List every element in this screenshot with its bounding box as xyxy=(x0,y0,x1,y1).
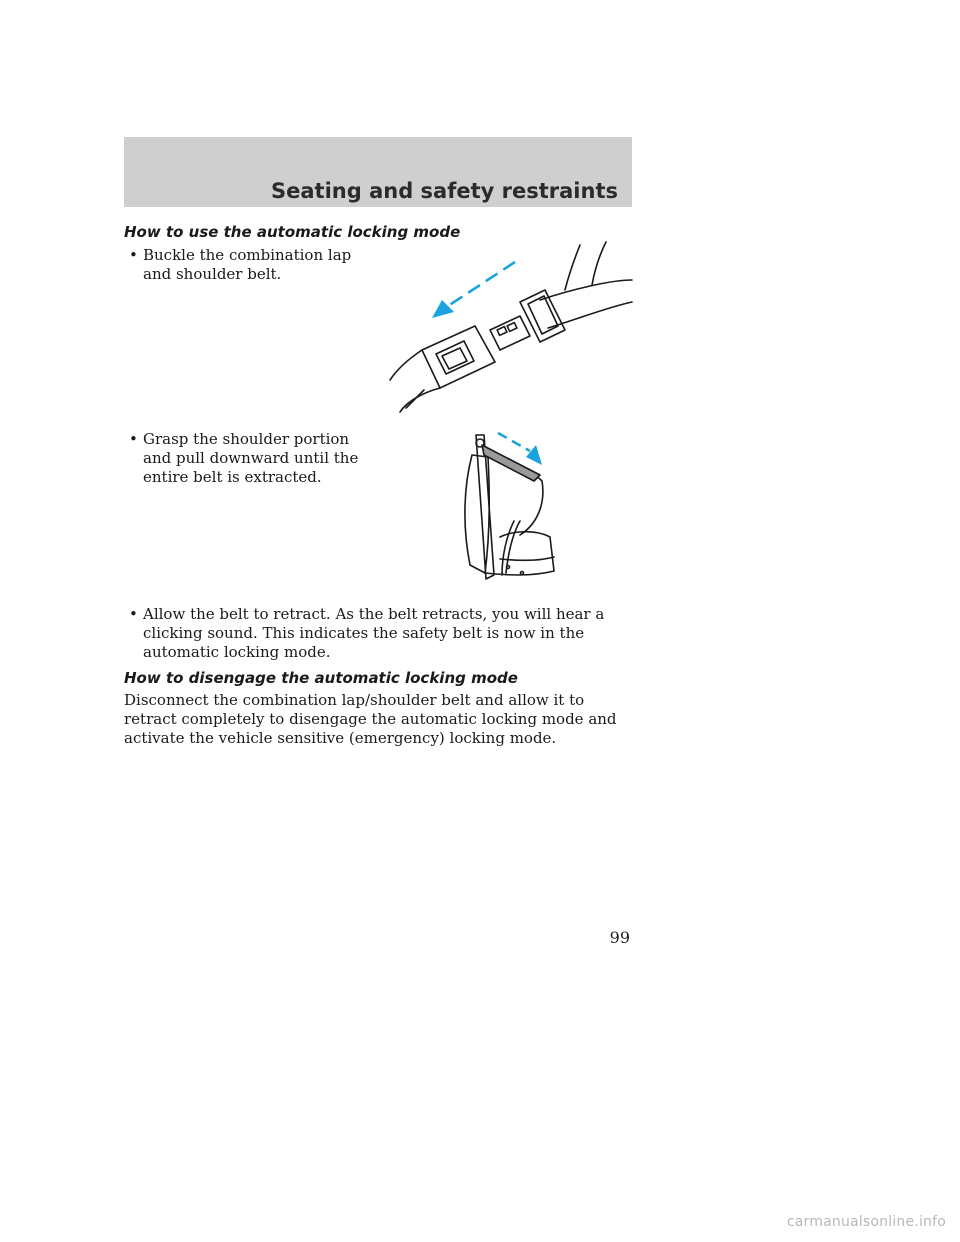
disengage-paragraph: Disconnect the combination lap/shoulder belt and allow it to retract completely to disengage the automatic locking mode and activate the vehicle sensitive (emergency) locking mode. xyxy=(124,691,617,747)
bullet-item-2 xyxy=(124,430,374,487)
heading-disengage-locking-mode: How to disengage the automatic locking mode xyxy=(124,669,518,687)
bullet-item-1 xyxy=(124,246,374,284)
bullet-marker: • xyxy=(129,430,138,448)
seat-shoulder-belt-illustration xyxy=(450,425,570,595)
section-header-band xyxy=(124,137,632,207)
page-number: 99 xyxy=(609,928,630,947)
bullet-text: Buckle the combination lap and shoulder belt. xyxy=(143,246,352,283)
bullet-marker: • xyxy=(129,246,138,264)
seatbelt-buckle-illustration xyxy=(380,240,635,415)
heading-use-locking-mode: How to use the automatic locking mode xyxy=(124,223,461,241)
bullet-text: Allow the belt to retract. As the belt retracts, you will hear a clicking sound. This indicates the safety belt is now in the automatic locking mode. xyxy=(143,605,605,661)
bullet-item-3 xyxy=(124,605,634,662)
bullet-marker: • xyxy=(129,605,138,623)
section-title: Seating and safety restraints xyxy=(271,179,618,203)
bullet-text: Grasp the shoulder portion and pull downward until the entire belt is extracted. xyxy=(143,430,359,486)
watermark: carmanualsonline.info xyxy=(786,1214,946,1230)
